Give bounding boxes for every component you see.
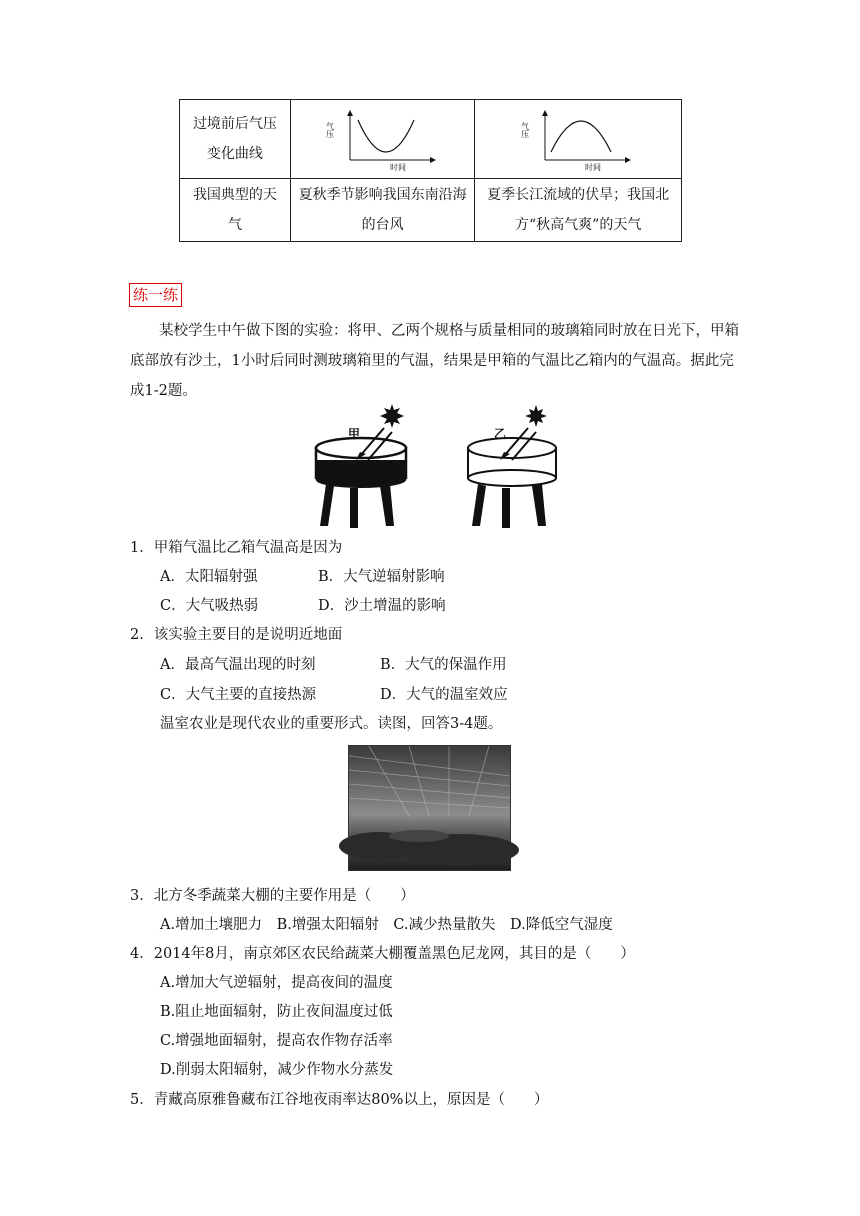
axis-label-pressure: 气压 (325, 122, 335, 138)
question-2-stem: 2．该实验主要目的是说明近地面 (130, 627, 343, 643)
table-cell-label: 我国典型的天气 (180, 179, 291, 242)
q2-option-d: D．大气的温室效应 (380, 687, 508, 703)
sun-icon (380, 404, 404, 428)
table-cell-curve-high (475, 100, 682, 179)
axis-label-time: 时间 (389, 163, 406, 172)
label-jia: 甲 (348, 427, 361, 441)
q1-option-c: C．大气吸热弱 (160, 598, 259, 614)
label-yi: 乙 (494, 427, 507, 441)
q1-option-a: A．太阳辐射强 (160, 569, 258, 585)
q2-option-c: C．大气主要的直接热源 (160, 687, 317, 703)
box-yi (468, 405, 556, 528)
q1-option-b: B．大气逆辐射影响 (318, 569, 445, 585)
table-row (180, 100, 682, 179)
greenhouse-photo (348, 745, 511, 871)
comparison-table (179, 99, 682, 242)
intro-paragraph: 某校学生中午做下图的实验：将甲、乙两个规格与质量相同的玻璃箱同时放在日光下，甲箱底部放有沙土，1小时后同时测玻璃箱里的气温，结果是甲箱的气温比乙箱内的气温高。据此完成1-2题。 (130, 323, 739, 399)
table-row (180, 179, 682, 242)
greenhouse-image (349, 746, 510, 870)
q4-option-c: C.增强地面辐射，提高农作物存活率 (160, 1033, 393, 1049)
q4-option-d: D.削弱太阳辐射，减少作物水分蒸发 (160, 1062, 394, 1078)
table-cell-text: 夏秋季节影响我国东南沿海的台风 (290, 179, 474, 242)
question-4-stem: 4．2014年8月，南京郊区农民给蔬菜大棚覆盖黑色尼龙网，其目的是（ ） (130, 946, 635, 962)
q4-option-a: A.增加大气逆辐射，提高夜间的温度 (160, 975, 393, 991)
q2-option-a: A．最高气温出现的时刻 (160, 657, 316, 673)
table-cell-curve-low (290, 100, 474, 179)
question-1-stem: 1．甲箱气温比乙箱气温高是因为 (130, 540, 343, 556)
question-3-stem: 3．北方冬季蔬菜大棚的主要作用是（ ） (130, 888, 415, 904)
question-5-stem: 5．青藏高原雅鲁藏布江谷地夜雨率达80%以上，原因是（ ） (130, 1092, 549, 1108)
q4-option-b: B.阻止地面辐射，防止夜间温度过低 (160, 1004, 393, 1020)
pressure-u-curve-figure (325, 108, 438, 172)
q1-option-d: D．沙土增温的影响 (318, 598, 446, 614)
axis-label-time: 时间 (585, 163, 602, 172)
box-jia (316, 404, 406, 528)
pressure-arch-curve-figure (520, 108, 633, 172)
section-tag: 练一练 (129, 283, 182, 307)
intro-paragraph-2: 温室农业是现代农业的重要形式。读图，回答3-4题。 (160, 716, 503, 732)
glass-box-experiment-figure (300, 400, 560, 530)
sun-icon (525, 405, 547, 427)
table-cell-label: 过境前后气压变化曲线 (180, 100, 291, 179)
q2-option-b: B．大气的保温作用 (380, 657, 507, 673)
q3-options: A.增加土壤肥力 B.增强太阳辐射 C.减少热量散失 D.降低空气湿度 (160, 917, 613, 933)
axis-label-pressure: 气压 (520, 122, 530, 138)
table-cell-text: 夏季长江流域的伏旱；我国北方“秋高气爽”的天气 (475, 179, 682, 242)
